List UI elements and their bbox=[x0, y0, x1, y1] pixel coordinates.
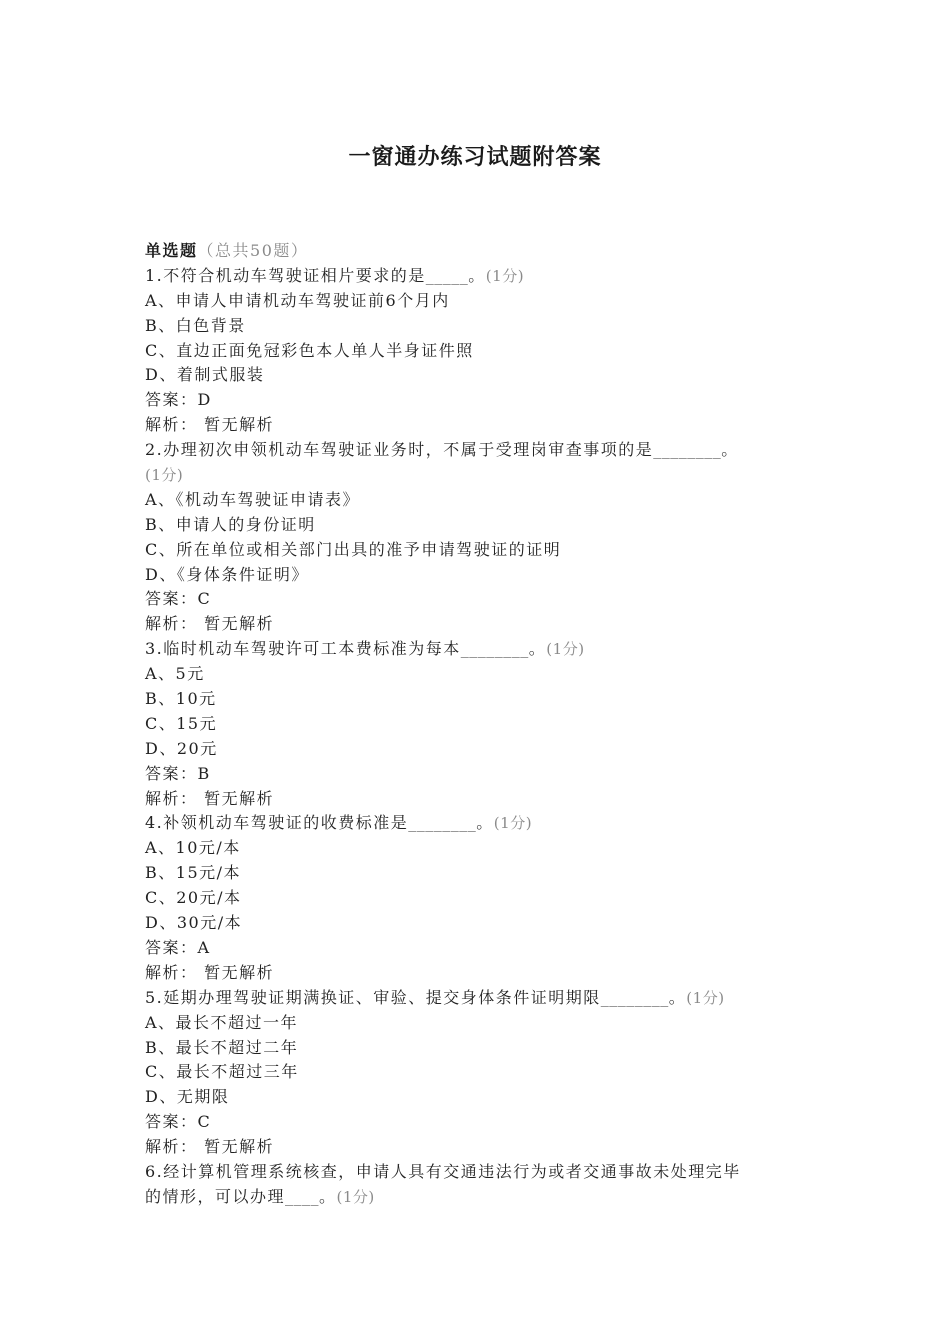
question-stem-text: 1.不符合机动车驾驶证相片要求的是 bbox=[145, 265, 426, 285]
answer-blank: ____ bbox=[285, 1186, 320, 1206]
question-answer: 答案：D bbox=[145, 390, 212, 410]
question-option: C、最长不超过三年 bbox=[145, 1062, 299, 1082]
section-count-note: （总共50题） bbox=[197, 241, 309, 260]
question-answer: 答案：B bbox=[145, 763, 211, 783]
question-stem-tail: 。 bbox=[468, 265, 486, 285]
answer-blank: ________ bbox=[600, 987, 669, 1007]
question-stem-tail: 。 bbox=[721, 440, 739, 460]
answer-blank: ________ bbox=[408, 813, 477, 833]
question-score: (1分) bbox=[145, 466, 184, 485]
question-list bbox=[145, 239, 805, 1210]
question-analysis: 解析： 暂无解析 bbox=[145, 788, 275, 808]
question-stem-tail: 。 bbox=[319, 1186, 337, 1206]
document-title: 一窗通办练习试题附答案 bbox=[348, 144, 602, 170]
question-stem bbox=[145, 264, 805, 289]
question-answer: 答案：C bbox=[145, 589, 212, 609]
question-option: B、白色背景 bbox=[145, 315, 246, 335]
question-score: (1分) bbox=[493, 814, 533, 833]
question-stem-text: 5.延期办理驾驶证期满换证、审验、提交身体条件证明期限 bbox=[145, 987, 601, 1007]
question-item bbox=[145, 264, 805, 438]
section-heading bbox=[145, 239, 805, 264]
question-analysis: 解析： 暂无解析 bbox=[145, 962, 275, 982]
question-option: B、10元 bbox=[145, 689, 217, 709]
section-label: 单选题 bbox=[145, 241, 198, 260]
question-option: A、10元/本 bbox=[145, 838, 241, 858]
question-option: C、所在单位或相关部门出具的准予申请驾驶证的证明 bbox=[145, 539, 562, 559]
question-stem bbox=[145, 811, 805, 836]
question-option: B、申请人的身份证明 bbox=[145, 514, 316, 534]
question-analysis: 解析： 暂无解析 bbox=[145, 415, 275, 435]
question-option: C、直边正面免冠彩色本人单人半身证件照 bbox=[145, 340, 474, 360]
question-stem bbox=[145, 438, 805, 463]
question-item bbox=[145, 1160, 805, 1210]
question-stem bbox=[145, 986, 805, 1011]
question-item bbox=[145, 986, 805, 1160]
question-score: (1分) bbox=[485, 266, 525, 285]
question-option: B、最长不超过二年 bbox=[145, 1037, 299, 1057]
question-analysis: 解析： 暂无解析 bbox=[145, 1137, 275, 1157]
question-option: A、最长不超过一年 bbox=[145, 1012, 299, 1032]
question-stem-tail: 。 bbox=[528, 639, 547, 659]
question-stem-tail: 。 bbox=[668, 987, 687, 1007]
question-item bbox=[145, 637, 805, 811]
question-stem bbox=[145, 1160, 805, 1185]
question-option: D、着制式服装 bbox=[145, 365, 265, 385]
question-stem-text: 2.办理初次申领机动车驾驶证业务时，不属于受理岗审查事项的是 bbox=[145, 440, 654, 460]
question-score-line bbox=[145, 463, 805, 488]
question-stem-text: 4.补领机动车驾驶证的收费标准是 bbox=[145, 813, 409, 833]
question-stem-text: 的情形，可以办理 bbox=[145, 1186, 286, 1206]
question-option: A、5元 bbox=[145, 664, 205, 684]
question-answer: 答案：C bbox=[145, 1112, 212, 1132]
question-answer: 答案：A bbox=[145, 937, 211, 957]
question-stem bbox=[145, 637, 805, 662]
question-option: C、20元/本 bbox=[145, 888, 242, 908]
question-option: C、15元 bbox=[145, 713, 218, 733]
question-score: (1分) bbox=[546, 640, 585, 659]
question-option: A、《机动车驾驶证申请表》 bbox=[145, 489, 361, 509]
question-item bbox=[145, 811, 805, 985]
question-option: A、申请人申请机动车驾驶证前6个月内 bbox=[145, 290, 450, 310]
question-stem-text: 6.经计算机管理系统核查，申请人具有交通违法行为或者交通事故未处理完毕 bbox=[145, 1161, 741, 1181]
question-option: D、30元/本 bbox=[145, 913, 243, 933]
question-item bbox=[145, 438, 805, 637]
question-option: B、15元/本 bbox=[145, 863, 242, 883]
question-option: D、20元 bbox=[145, 738, 218, 758]
question-score: (1分) bbox=[686, 988, 725, 1007]
question-stem-tail: 。 bbox=[476, 813, 494, 833]
question-score: (1分) bbox=[336, 1187, 375, 1206]
question-analysis: 解析： 暂无解析 bbox=[145, 614, 275, 634]
question-option: D、《身体条件证明》 bbox=[145, 564, 309, 584]
answer-blank: ________ bbox=[653, 440, 722, 460]
question-stem bbox=[145, 1185, 805, 1210]
question-stem-text: 3.临时机动车驾驶许可工本费标准为每本 bbox=[145, 639, 461, 659]
question-option: D、无期限 bbox=[145, 1087, 230, 1107]
answer-blank: _____ bbox=[425, 265, 469, 285]
answer-blank: ________ bbox=[460, 639, 529, 659]
